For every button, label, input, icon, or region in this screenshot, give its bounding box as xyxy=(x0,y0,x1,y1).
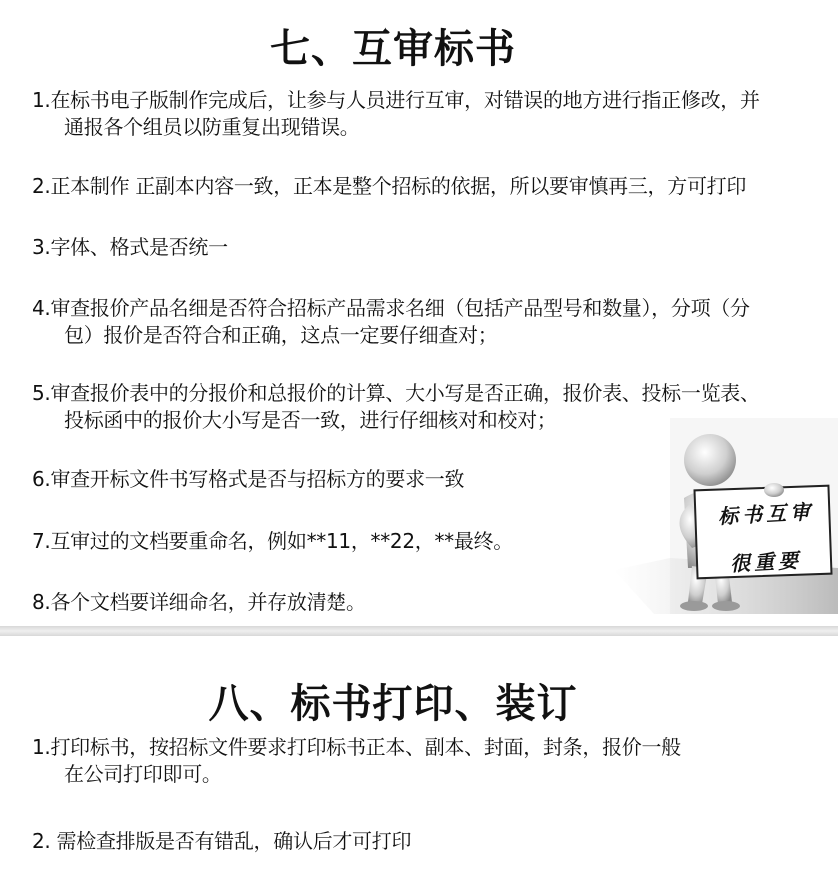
item-number: 4. xyxy=(32,296,51,320)
item-text: 需检查排版是否有错乱，确认后才可打印 xyxy=(56,829,412,853)
item-number: 1. xyxy=(32,88,51,112)
sign-text-line2: 很重要 xyxy=(729,548,803,576)
slide-divider xyxy=(0,626,838,636)
item-text: 审查报价产品名细是否符合招标产品需求名细（包括产品型号和数量），分项（分 xyxy=(50,296,750,320)
item-number: 2. xyxy=(32,174,51,198)
item-number: 7. xyxy=(32,529,51,553)
item-text: 审查开标文件书写格式是否与招标方的要求一致 xyxy=(50,467,465,491)
item-number: 5. xyxy=(32,381,51,405)
item-text: 审查报价表中的分报价和总报价的计算、大小写是否正确，报价表、投标一览表、 xyxy=(50,381,760,405)
item-text-continued: 在公司打印即可。 xyxy=(64,762,222,786)
list-item-4 xyxy=(32,295,832,349)
list-item-2 xyxy=(32,828,832,855)
list-item-3 xyxy=(32,234,832,261)
item-text: 各个文档要详细命名，并存放清楚。 xyxy=(50,590,366,614)
item-text: 正本制作 正副本内容一致，正本是整个招标的依据，所以要审慎再三，方可打印 xyxy=(50,174,747,198)
section-8-title: 八、标书打印、装订 xyxy=(208,681,578,727)
item-number: 6. xyxy=(32,467,51,491)
item-text-continued: 通报各个组员以防重复出现错误。 xyxy=(64,115,360,139)
item-number: 3. xyxy=(32,235,51,259)
item-number: 8. xyxy=(32,590,51,614)
item-text: 字体、格式是否统一 xyxy=(50,235,228,259)
item-text: 互审过的文档要重命名，例如**11，**22，**最终。 xyxy=(50,529,513,553)
sign-text-line1: 标书互审 xyxy=(717,499,815,529)
section-7-title: 七、互审标书 xyxy=(270,26,516,72)
list-item-1 xyxy=(32,87,832,141)
slide-section-8 xyxy=(0,636,838,869)
item-number: 2. xyxy=(32,829,57,853)
person-holding-sign-illustration xyxy=(614,418,838,614)
item-number: 1. xyxy=(32,735,51,759)
item-text-continued: 投标函中的报价大小写是否一致，进行仔细核对和校对； xyxy=(64,408,557,432)
item-text: 在标书电子版制作完成后，让参与人员进行互审，对错误的地方进行指正修改，并 xyxy=(50,88,760,112)
item-text: 打印标书，按招标文件要求打印标书正本、副本、封面，封条，报价一般 xyxy=(50,735,681,759)
list-item-1 xyxy=(32,734,832,788)
item-text-continued: 包）报价是否符合和正确，这点一定要仔细查对； xyxy=(64,323,498,347)
list-item-2 xyxy=(32,173,832,200)
